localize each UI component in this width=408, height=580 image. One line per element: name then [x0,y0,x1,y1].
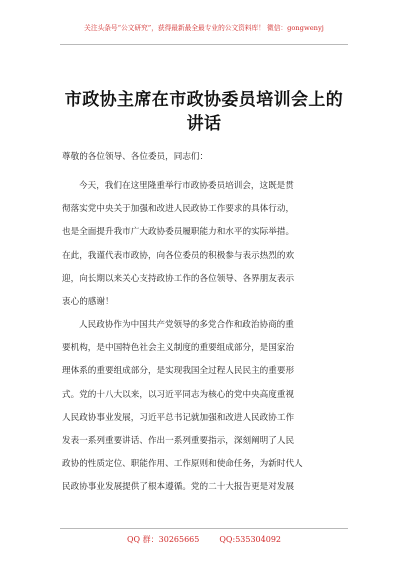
paragraph-line: 人民政协作为中国共产党领导的多党合作和政治协商的重 [79,320,294,330]
paragraph-line: 今天，我们在这里隆重举行市政协委员培训会，这既是贯 [79,181,294,191]
footer-contact [0,534,408,545]
paragraph-line: 式。党的十八大以来，以习近平同志为核心的党中央高度重视 [62,389,295,400]
paragraph-line: 发表一系列重要讲话、作出一系列重要指示，深刻阐明了人民 [62,435,295,446]
paragraph-line: 迎，向长期以来关心支持政协工作的各位领导、各界朋友表示 [62,273,295,284]
header-divider [60,44,348,45]
document-title [56,88,352,136]
title-line-2: 讲话 [186,114,222,134]
paragraph-line: 人民政协事业发展，习近平总书记就加强和改进人民政协工作 [62,412,295,423]
salutation: 尊敬的各位领导、各位委员，同志们： [62,152,209,162]
paragraph-2 [62,314,352,500]
paragraph-line: 要机构，是中国特色社会主义制度的重要组成部分，是国家治 [62,343,295,354]
header-notice: 关注头条号“公文研究”，获得最新最全最专业的公文资料库！ 微信：gongwenyj [84,24,324,32]
paragraph-line: 彻落实党中央关于加强和改进人民政协工作要求的具体行动， [62,204,295,215]
footer-divider [60,528,348,529]
paragraph-line: 民政协事业发展提供了根本遵循。党的二十大报告更是对发展 [62,482,295,493]
qq-group-number: QQ 群：30265665 [126,535,200,544]
paragraph-line: 在此，我谨代表市政协，向各位委员的积极参与表示热烈的欢 [62,250,295,261]
qq-number: QQ:535304092 [219,535,281,544]
paragraph-line: 理体系的重要组成部分，是实现我国全过程人民民主的重要形 [62,366,295,377]
paragraph-line: 政协的性质定位、职能作用、工作原则和使命任务，为新时代人 [62,459,303,470]
paragraph-line: 衷心的感谢！ [62,296,114,307]
title-line-1: 市政协主席在市政协委员培训会上的 [64,90,344,110]
paragraph-1 [62,175,352,314]
paragraph-line: 也是全面提升我市广大政协委员履职能力和水平的实际举措。 [62,227,295,238]
